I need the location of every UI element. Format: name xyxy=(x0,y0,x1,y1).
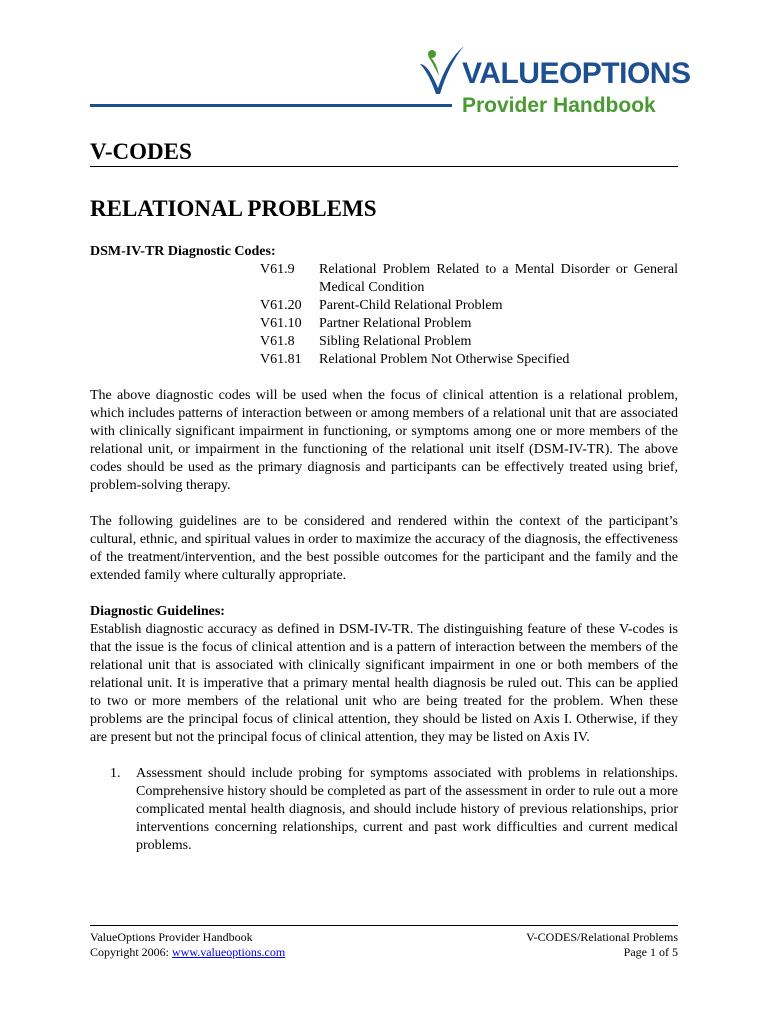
footer-rule xyxy=(90,925,678,926)
code-description: Relational Problem Related to a Mental Disorder or General Medical Condition xyxy=(319,262,678,295)
website-link[interactable]: www.valueoptions.com xyxy=(172,945,286,959)
code-row xyxy=(260,315,678,333)
list-number: 1. xyxy=(110,766,121,781)
list-item-text: Assessment should include probing for symptoms associated with problems in relationships. Comprehensive history should be completed as part of the assessment in order to rule out a more complicated mental health diagnosis, and should include history of previous relationships, prior interventions concerning relationships, current and past work difficulties and current medical problems. xyxy=(136,766,678,853)
footer-handbook-name: ValueOptions Provider Handbook xyxy=(90,930,253,944)
brand-name: VALUEOPTIONS xyxy=(462,57,691,90)
footer-section-name: V-CODES/Relational Problems xyxy=(526,930,678,944)
page-number: Page 1 of 5 xyxy=(623,945,678,959)
guidelines-context-paragraph: The following guidelines are to be considered and rendered within the context of the participant’s cultural, ethnic, and spiritual values in order to maximize the accuracy of the diagnosis, the effectiveness of the treatment/intervention, and the best possible outcomes for the participant and the family and the extended family where culturally appropriate. xyxy=(90,514,678,583)
code-row xyxy=(260,333,678,351)
codes-list xyxy=(260,261,678,369)
intro-paragraph: The above diagnostic codes will be used when the focus of clinical attention is a relational problem, which includes patterns of interaction between or among members of a relational unit that are associated with clinically significant impairment in functioning, or symptoms among one or more members of the relational unit, or impairment in the functioning of the relational unit itself (DSM-IV-TR). The above codes should be used as the primary diagnosis and participants can be effectively treated using brief, problem-solving therapy. xyxy=(90,388,678,493)
brand-subtitle: Provider Handbook xyxy=(462,94,656,117)
code-description: Parent-Child Relational Problem xyxy=(319,298,503,313)
codes-label: DSM-IV-TR Diagnostic Codes: xyxy=(90,244,276,259)
diagnostic-guidelines-heading: Diagnostic Guidelines: xyxy=(90,604,225,619)
footer-right xyxy=(526,930,678,960)
code-value: V61.10 xyxy=(260,316,302,331)
page-title: V-CODES xyxy=(90,139,192,164)
diagnostic-guidelines-paragraph: Establish diagnostic accuracy as defined in DSM-IV-TR. The distinguishing feature of these V-codes is that the issue is the focus of clinical attention and is a pattern of interaction between the members of the relational unit that is associated with clinically significant impairment in one or both members of the relational unit. It is imperative that a primary mental health diagnosis be ruled out. This can be applied to two or more members of the relational unit who are being treated for the problem. When these problems are the principal focus of clinical attention, they should be listed on Axis I. Otherwise, if they are present but not the principal focus of clinical attention, they may be listed on Axis IV. xyxy=(90,622,678,745)
code-description: Partner Relational Problem xyxy=(319,316,472,331)
header-rule xyxy=(90,104,452,107)
code-value: V61.81 xyxy=(260,352,302,367)
code-value: V61.8 xyxy=(260,334,295,349)
title-divider xyxy=(90,166,678,167)
code-description: Relational Problem Not Otherwise Specified xyxy=(319,352,570,367)
code-row xyxy=(260,261,678,297)
footer-left xyxy=(90,930,285,960)
section-heading: RELATIONAL PROBLEMS xyxy=(90,196,377,221)
copyright-text: Copyright 2006: xyxy=(90,945,173,959)
code-description: Sibling Relational Problem xyxy=(319,334,472,349)
code-row xyxy=(260,297,678,315)
code-row xyxy=(260,351,678,369)
document-body xyxy=(90,243,678,855)
code-value: V61.20 xyxy=(260,298,302,313)
footer-copyright xyxy=(90,945,285,960)
list-item xyxy=(90,765,678,855)
checkmark-figure-icon xyxy=(418,44,466,96)
guidelines-list xyxy=(90,765,678,855)
code-value: V61.9 xyxy=(260,262,295,277)
